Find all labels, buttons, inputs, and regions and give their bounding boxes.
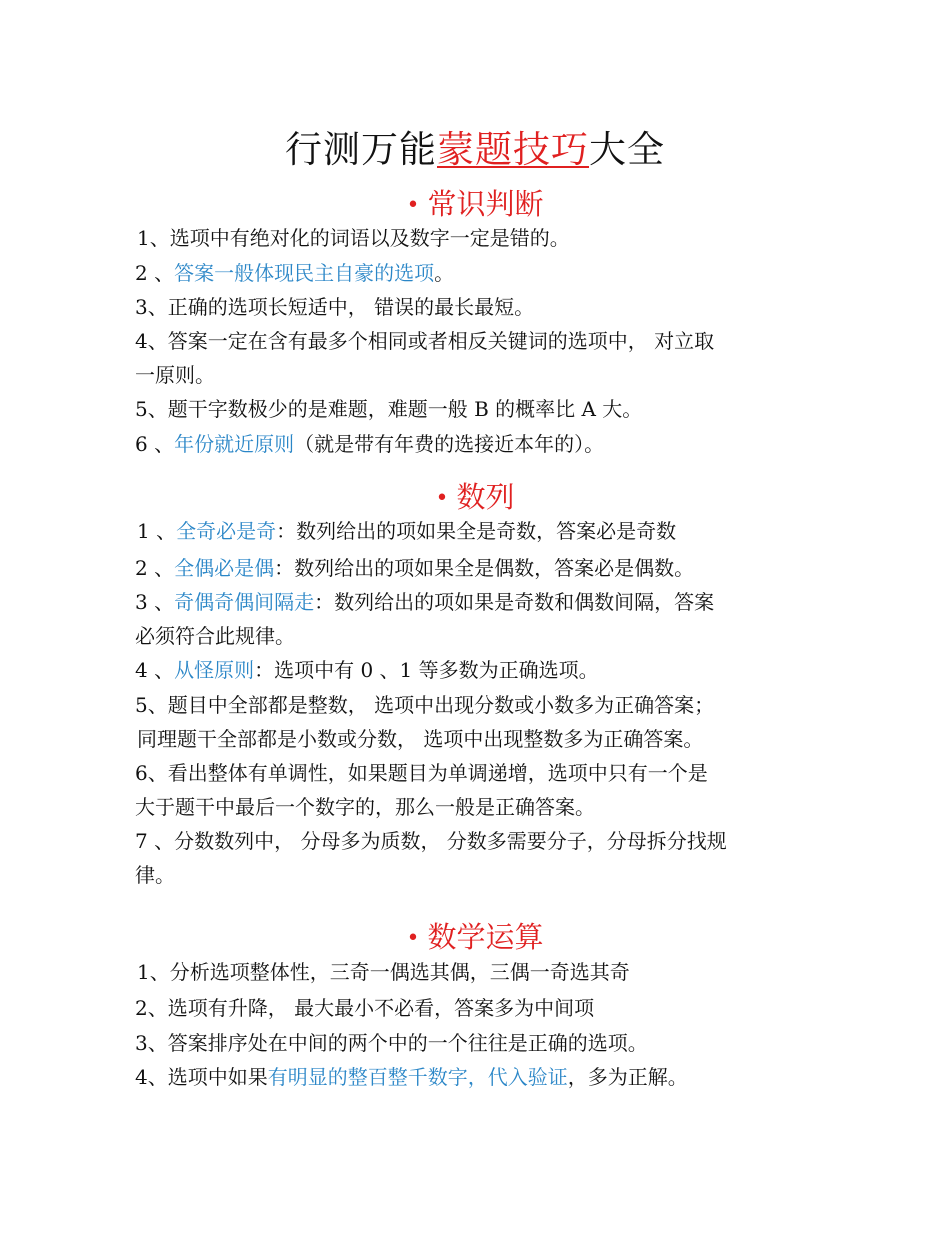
- list-item: 6、看出整体有单调性，如果题目为单调递增，选项中只有一个是: [135, 761, 708, 785]
- list-item: 大于题干中最后一个数字的，那么一般是正确答案。: [135, 795, 595, 819]
- list-item: 3 、奇偶奇偶间隔走：数列给出的项如果是奇数和偶数间隔，答案: [135, 590, 715, 614]
- list-item: 4 、从怪原则：选项中有 0 、1 等多数为正确选项。: [135, 658, 599, 682]
- section-heading-common-sense: • 常识判断: [406, 187, 544, 221]
- list-item: 1 、全奇必是奇：数列给出的项如果全是奇数，答案必是奇数: [137, 519, 677, 543]
- list-item: 6 、年份就近原则（就是带有年费的选接近本年的）。: [135, 432, 605, 456]
- list-item: 一原则。: [135, 363, 215, 387]
- list-item: 5、题目中全部都是整数， 选项中出现分数或小数多为正确答案；: [135, 693, 715, 717]
- list-item: 5、题干字数极少的是难题，难题一般 B 的概率比 A 大。: [135, 397, 643, 421]
- list-item: 2 、答案一般体现民主自豪的选项。: [135, 261, 455, 285]
- list-item: 4、答案一定在含有最多个相同或者相反关键词的选项中， 对立取: [135, 329, 715, 353]
- section-heading-sequence: • 数列: [435, 480, 515, 514]
- list-item: 1、选项中有绝对化的词语以及数字一定是错的。: [137, 226, 570, 250]
- list-item: 3、正确的选项长短适中， 错误的最长最短。: [135, 295, 535, 319]
- list-item: 2 、全偶必是偶：数列给出的项如果全是偶数，答案必是偶数。: [135, 556, 695, 580]
- list-item: 必须符合此规律。: [135, 624, 295, 648]
- bullet-icon: •: [435, 486, 449, 511]
- list-item: 7 、分数数列中， 分母多为质数， 分数多需要分子，分母拆分找规: [135, 829, 727, 853]
- list-item: 同理题干全部都是小数或分数， 选项中出现整数多为正确答案。: [137, 727, 704, 751]
- bullet-icon: •: [406, 926, 420, 951]
- title-suffix: 大全: [589, 128, 665, 171]
- title-prefix: 行测万能: [285, 128, 437, 171]
- bullet-icon: •: [406, 193, 420, 218]
- page-title: [0, 124, 950, 176]
- list-item: 1、分析选项整体性，三奇一偶选其偶，三偶一奇选其奇: [137, 960, 630, 984]
- list-item: 3、答案排序处在中间的两个中的一个往往是正确的选项。: [135, 1031, 648, 1055]
- list-item: 律。: [135, 863, 175, 887]
- list-item: 2、选项有升降， 最大最小不必看，答案多为中间项: [135, 996, 595, 1020]
- section-heading-math: • 数学运算: [406, 920, 544, 954]
- title-highlight: 蒙题技巧: [437, 128, 589, 171]
- list-item: 4、选项中如果有明显的整百整千数字，代入验证，多为正解。: [135, 1065, 688, 1089]
